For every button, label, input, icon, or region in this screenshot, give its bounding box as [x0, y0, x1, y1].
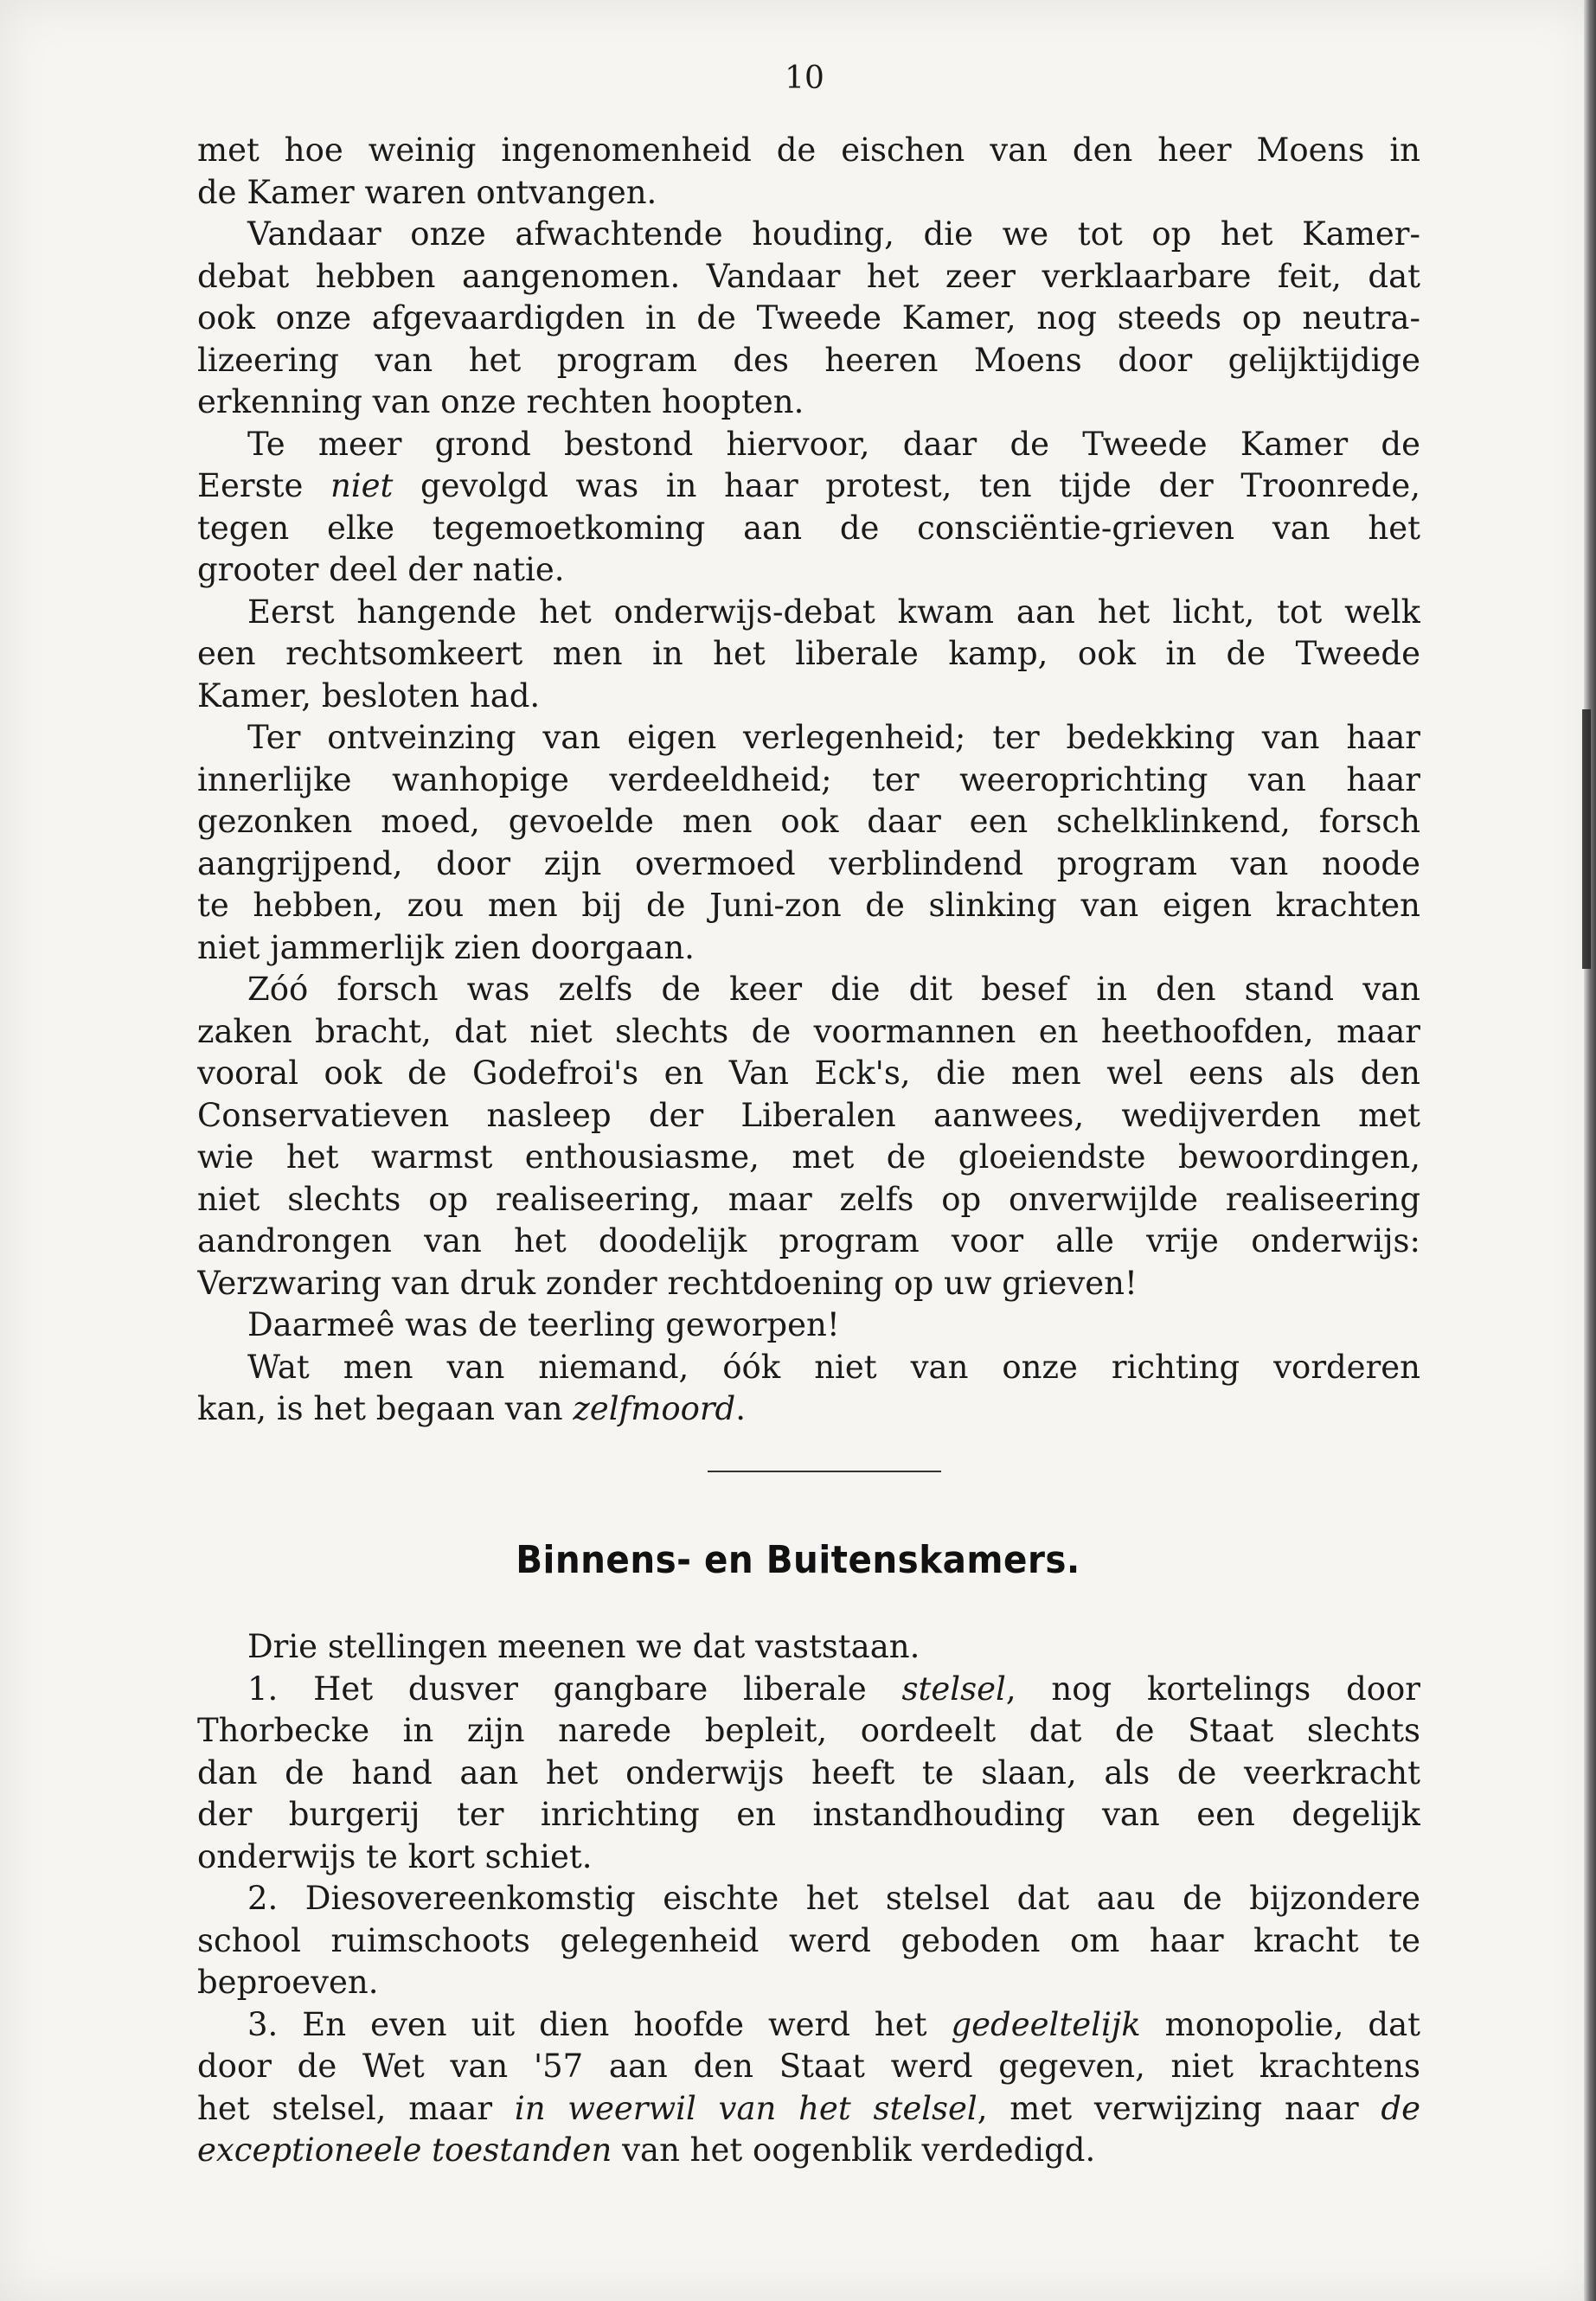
text-line	[197, 1626, 1420, 1669]
line-text: innerlijke wanhopige verdeeldheid; ter weeroprichting van haar	[197, 760, 1420, 798]
line-text: Eerste	[197, 467, 330, 504]
text-line	[197, 214, 1420, 256]
text-line	[197, 465, 1420, 508]
text-line	[197, 256, 1420, 298]
line-text: ook onze afgevaardigden in de Tweede Kamer, nog steeds op neutra-	[197, 299, 1420, 336]
line-text: Zóó forsch was zelfs de keer die dit besef in den stand van	[247, 971, 1420, 1008]
text-line	[197, 172, 1420, 215]
text-line	[197, 801, 1420, 843]
text-line	[197, 1053, 1420, 1095]
binding-strip	[1582, 709, 1591, 969]
line-text: .	[735, 1390, 747, 1427]
line-text: 2. Diesovereenkomstig eischte het stelsel dat aau de bijzondere	[247, 1880, 1420, 1917]
line-text: Te meer grond bestond hiervoor, daar de Tweede Kamer de	[247, 425, 1420, 463]
line-text: niet jammerlijk zien doorgaan.	[197, 928, 695, 966]
line-text: Daarmeê was de teerling geworpen!	[247, 1306, 840, 1343]
page-number: 10	[785, 61, 824, 96]
italic-phrase: in weerwil van het stelsel	[514, 2089, 977, 2127]
text-line	[197, 885, 1420, 927]
line-text: Ter ontveinzing van eigen verlegenheid; ter bedekking van haar	[247, 719, 1420, 756]
line-text: Verzwaring van druk zonder rechtdoening op uw grieven!	[197, 1264, 1138, 1302]
text-line	[197, 1669, 1420, 1711]
page-edge-shadow	[1584, 0, 1596, 2301]
line-text: een rechtsomkeert men in het liberale kamp, ook in de Tweede	[197, 635, 1420, 672]
line-text: onderwijs te kort schiet.	[197, 1837, 593, 1875]
line-text: der burgerij ter inrichting en instandhouding van een degelijk	[197, 1796, 1420, 1833]
section-one-text	[197, 130, 1420, 1431]
line-text: Wat men van niemand, óók niet van onze richting vorderen	[247, 1348, 1420, 1386]
italic-phrase: gedeeltelijk	[951, 2005, 1141, 2043]
line-text: Kamer, besloten had.	[197, 676, 541, 715]
line-text: kan, is het begaan van	[197, 1390, 574, 1427]
line-text: school ruimschoots gelegenheid werd geboden om haar kracht te	[197, 1921, 1420, 1959]
line-text: met hoe weinig ingenomenheid de eischen van den heer Moens in	[197, 131, 1420, 169]
text-line	[197, 2046, 1420, 2088]
line-text: , met verwijzing naar	[977, 2089, 1381, 2127]
text-line	[197, 549, 1420, 592]
text-line	[197, 1095, 1420, 1138]
text-line	[197, 298, 1420, 340]
section-divider	[708, 1471, 941, 1472]
text-line	[197, 1179, 1420, 1221]
line-text: Drie stellingen meenen we dat vaststaan.	[247, 1628, 920, 1665]
italic-phrase: niet	[330, 467, 394, 504]
line-text: debat hebben aangenomen. Vandaar het zeer verklaarbare feit, dat	[197, 257, 1420, 295]
text-line	[197, 1221, 1420, 1263]
text-line	[197, 2004, 1420, 2047]
text-line	[197, 1753, 1420, 1795]
line-text: Conservatieven nasleep der Liberalen aanwees, wedijverden met	[197, 1096, 1420, 1134]
text-line	[197, 633, 1420, 676]
text-line	[197, 381, 1420, 424]
line-text: grooter deel der natie.	[197, 551, 565, 588]
line-text: monopolie, dat	[1140, 2005, 1420, 2043]
text-line	[197, 1137, 1420, 1179]
text-line	[197, 592, 1420, 634]
italic-phrase: exceptioneele toestanden	[197, 2131, 612, 2169]
text-line	[197, 1794, 1420, 1836]
text-line	[197, 508, 1420, 550]
text-line	[197, 1263, 1420, 1305]
line-text: vooral ook de Godefroi's en Van Eck's, die men wel eens als den	[197, 1054, 1420, 1092]
line-text: dan de hand aan het onderwijs heeft te slaan, als de veerkracht	[197, 1753, 1420, 1791]
section-heading: Binnens- en Buitenskamers.	[516, 1538, 1080, 1582]
line-text: 3. En even uit dien hoofde werd het	[247, 2005, 952, 2043]
line-text: wie het warmst enthousiasme, met de gloeiendste bewoordingen,	[197, 1138, 1420, 1176]
line-text: lizeering van het program des heeren Moens door gelijktijdige	[197, 341, 1420, 379]
text-line	[197, 1920, 1420, 1963]
text-line	[197, 1304, 1420, 1347]
line-text: beproeven.	[197, 1964, 379, 2001]
text-line	[197, 760, 1420, 802]
italic-phrase: stelsel	[901, 1670, 1006, 1708]
line-text: aangrijpend, door zijn overmoed verblindend program van noode	[197, 844, 1420, 882]
text-line	[197, 1962, 1420, 2004]
line-text: van het oogenblik verdedigd.	[612, 2131, 1096, 2169]
line-text: zaken bracht, dat niet slechts de voormannen en heethoofden, maar	[197, 1012, 1420, 1050]
text-line	[197, 1878, 1420, 1920]
line-text: te hebben, zou men bij de Juni-zon de slinking van eigen krachten	[197, 887, 1420, 924]
line-text: Thorbecke in zijn narede bepleit, oordeelt dat de Staat slechts	[197, 1712, 1420, 1749]
section-two-text	[197, 1626, 1420, 2172]
line-text: erkenning van onze rechten hoopten.	[197, 383, 804, 420]
text-line	[197, 340, 1420, 382]
line-text: 1. Het dusver gangbare liberale	[247, 1670, 902, 1708]
text-line	[197, 969, 1420, 1011]
text-line	[197, 2088, 1420, 2131]
text-line	[197, 676, 1420, 718]
text-line	[197, 1347, 1420, 1389]
line-text: Vandaar onze afwachtende houding, die we tot op het Kamer-	[247, 215, 1420, 253]
line-text: gevolgd was in haar protest, ten tijde der Troonrede,	[393, 467, 1420, 504]
text-line	[197, 1710, 1420, 1753]
text-line	[197, 424, 1420, 466]
line-text: aandrongen van het doodelijk program voor alle vrije onderwijs:	[197, 1222, 1420, 1259]
line-text: niet slechts op realiseering, maar zelfs op onverwijlde realiseering	[197, 1180, 1420, 1218]
line-text: Eerst hangende het onderwijs-debat kwam aan het licht, tot welk	[247, 593, 1420, 631]
text-line	[197, 130, 1420, 172]
line-text: , nog kortelings door	[1005, 1670, 1420, 1708]
italic-phrase: de	[1381, 2089, 1420, 2127]
line-text: door de Wet van '57 aan den Staat werd gegeven, niet krachtens	[197, 2048, 1420, 2085]
text-line	[197, 1388, 1420, 1431]
text-line	[197, 1011, 1420, 1054]
text-line	[197, 2130, 1420, 2172]
line-text: gezonken moed, gevoelde men ook daar een schelklinkend, forsch	[197, 803, 1420, 840]
text-line	[197, 843, 1420, 886]
text-line	[197, 927, 1420, 970]
line-text: het stelsel, maar	[197, 2089, 515, 2127]
line-text: tegen elke tegemoetkoming aan de consciëntie-grieven van het	[197, 509, 1420, 547]
text-line	[197, 1836, 1420, 1879]
text-line	[197, 717, 1420, 760]
italic-phrase: zelfmoord	[573, 1390, 736, 1427]
line-text: de Kamer waren ontvangen.	[197, 173, 657, 211]
